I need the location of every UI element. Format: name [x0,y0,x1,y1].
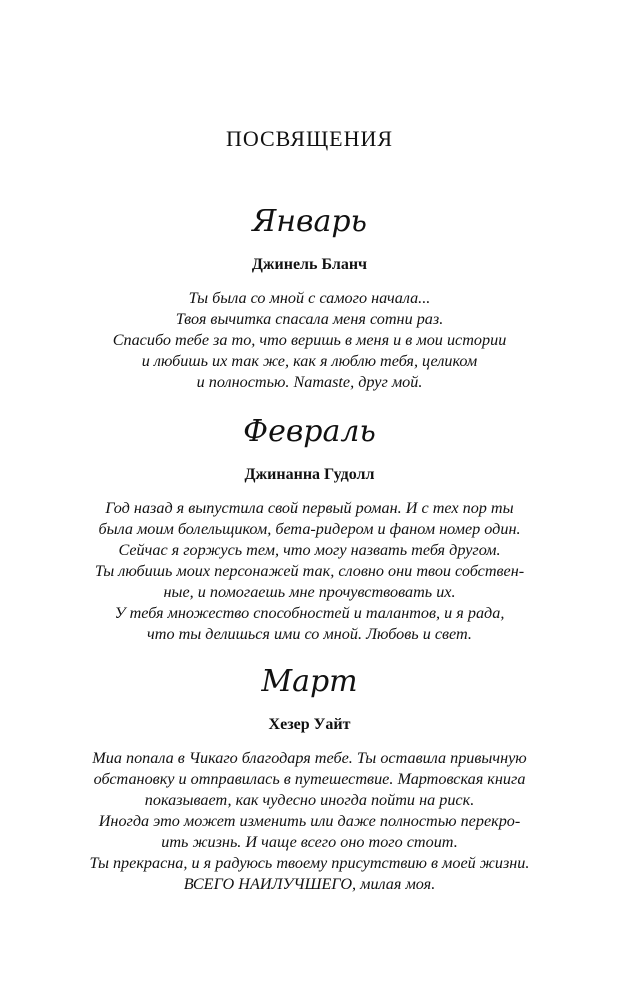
text-line: показывает, как чудесно иногда пойти на риск. [144,791,475,809]
month-heading: Январь [252,204,367,239]
dedication-january [60,202,559,393]
text-line: ные, и помогаешь мне прочувствовать их. [163,583,456,601]
month-heading: Март [261,664,358,699]
text-line: ить жизнь. И чаще всего оно того стоит. [161,833,458,851]
dedicatee-name: Джинель Бланч [251,256,368,273]
month-heading: Февраль [243,414,376,449]
dedication-march [60,662,559,895]
dedicatee-name: Хезер Уайт [268,716,351,733]
text-line: Ты прекрасна, и я радуюсь твоему присутствию в моей жизни. [89,854,530,872]
page-title: ПОСВЯЩЕНИЯ [225,126,394,151]
text-line: обстановку и отправилась в путешествие. Мартовская книга [93,770,526,788]
text-line: Миа попала в Чикаго благодаря тебе. Ты оставила привычную [92,749,527,767]
text-line: У тебя множество способностей и талантов, и я рада, [114,604,505,622]
dedication-february [60,412,559,645]
text-line: Твоя вычитка спасала меня сотни раз. [175,310,444,328]
dedication-text [60,748,559,895]
text-line: Спасибо тебе за то, что веришь в меня и в мои истории [112,331,507,349]
text-line: и полностью. Namaste, друг мой. [196,373,423,391]
text-line: ВСЕГО НАИЛУЧШЕГО, милая моя. [183,875,436,893]
text-line: Ты любишь моих персонажей так, словно они твои собствен- [94,562,525,580]
text-line: Год назад я выпустила свой первый роман. И с тех пор ты [105,499,514,517]
text-line: и любишь их так же, как я люблю тебя, целиком [141,352,478,370]
text-line: что ты делишься ими со мной. Любовь и свет. [147,625,472,643]
dedication-text [60,498,559,645]
text-line: Иногда это может изменить или даже полностью перекро- [98,812,521,830]
text-line: Ты была со мной с самого начала... [188,289,431,307]
dedicatee-name: Джинанна Гудолл [244,466,375,483]
text-line: Сейчас я горжусь тем, что могу назвать тебя другом. [118,541,501,559]
dedication-text [60,288,559,393]
text-line: была моим болельщиком, бета-ридером и фаном номер один. [98,520,521,538]
